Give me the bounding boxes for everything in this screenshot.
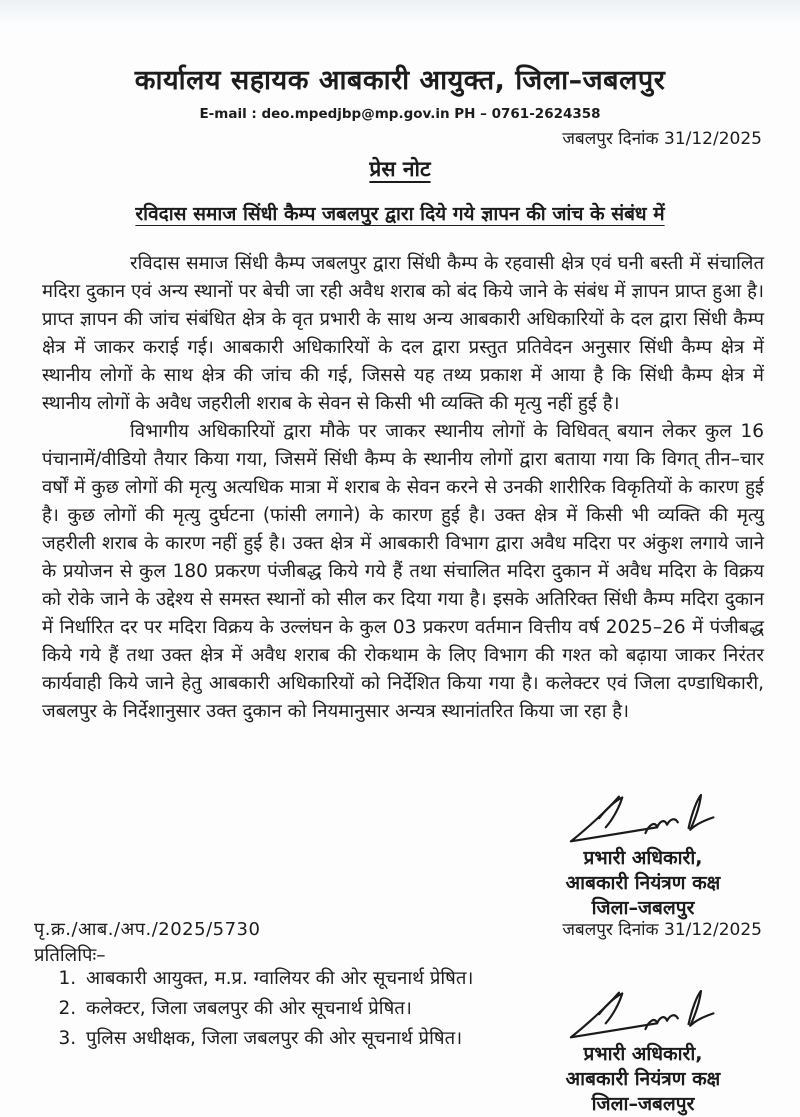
signatory-office: आबकारी नियंत्रण कक्ष	[565, 872, 721, 894]
date-line-top: जबलपुर दिनांक 31/12/2025	[562, 129, 762, 149]
copy-recipient-3: 3. पुलिस अधीक्षक, जिला जबलपुर की ओर सूचनार्थ प्रेषित।	[82, 1024, 473, 1054]
handwritten-signature-icon	[548, 790, 738, 848]
reference-number: पृ.क्र./आब./अप./2025/5730	[34, 919, 261, 940]
handwritten-signature-icon	[548, 986, 738, 1044]
copy-recipient-2: 2. कलेक्टर, जिला जबलपुर की ओर सूचनार्थ प्रेषित।	[82, 994, 473, 1024]
signatory-office: आबकारी नियंत्रण कक्ष	[565, 1068, 721, 1090]
body-text	[42, 250, 764, 726]
paragraph-1: रविदास समाज सिंधी कैम्प जबलपुर द्वारा सिंधी कैम्प के रहवासी क्षेत्र एवं घनी बस्ती में संचालित मदिरा दुकान एवं अन्य स्थानों पर बेची जा रही अवैध शराब को बंद किये जाने के संबंध में ज्ञापन प्राप्त हुआ है। प्राप्त ज्ञापन की जांच संबंधित क्षेत्र के वृत प्रभारी के साथ अन्य आबकारी अधिकारियों के दल द्वारा सिंधी कैम्प क्षेत्र में जाकर कराई गई। आबकारी अधिकारियों के दल द्वारा प्रस्तुत प्रतिवेदन अनुसार सिंधी कैम्प क्षेत्र में स्थानीय लोगों के साथ क्षेत्र की जांच की गई, जिससे यह तथ्य प्रकाश में आया है कि सिंधी कैम्प क्षेत्र में स्थानीय लोगों के अवैध जहरीली शराब के सेवन से किसी भी व्यक्ति की मृत्यु नहीं हुई है।	[42, 253, 764, 414]
signature-block-bottom	[508, 986, 778, 1117]
office-title: कार्यालय सहायक आबकारी आयुक्त, जिला–जबलपुर	[134, 65, 666, 96]
contact-line: E-mail : deo.mpedjbp@mp.gov.in PH – 0761-2624358	[199, 106, 601, 122]
copy-to-label: प्रतिलिपिः–	[34, 945, 106, 966]
signature-block-top	[508, 790, 778, 921]
date-line-bottom: जबलपुर दिनांक 31/12/2025	[562, 920, 762, 940]
subject-line: रविदास समाज सिंधी कैम्प जबलपुर द्वारा दिये गये ज्ञापन की जांच के संबंध में	[135, 203, 665, 225]
copy-recipient-1: 1. आबकारी आयुक्त, म.प्र. ग्वालियर की ओर सूचनार्थ प्रेषित।	[82, 964, 473, 994]
document-type-heading: प्रेस नोट	[369, 157, 431, 181]
signatory-title: प्रभारी अधिकारी,	[583, 847, 703, 869]
copy-recipient-list	[58, 964, 473, 1054]
signatory-title: प्रभारी अधिकारी,	[583, 1043, 703, 1065]
signatory-district: जिला–जबलपुर	[591, 897, 695, 919]
scan-edge-strip	[0, 0, 800, 26]
paragraph-2: विभागीय अधिकारियों द्वारा मौके पर जाकर स्थानीय लोगों के विधिवत् बयान लेकर कुल 16 पंचानामें/वीडियो तैयार किया गया, जिसमें सिंधी कैम्प के स्थानीय लोगों द्वारा बताया गया कि विगत् तीन–चार वर्षों में कुछ लोगों की मृत्यु अत्यधिक मात्रा में शराब के सेवन करने से उनकी शारीरिक विकृतियों के कारण हुई है। कुछ लोगों की मृत्यु दुर्घटना (फांसी लगाने) के कारण हुई है। उक्त क्षेत्र में किसी भी व्यक्ति की मृत्यु जहरीली शराब के कारण नहीं हुई है। उक्त क्षेत्र में आबकारी विभाग द्वारा अवैध मदिरा पर अंकुश लगाये जाने के प्रयोजन से कुल 180 प्रकरण पंजीबद्ध किये गये हैं तथा संचालित मदिरा दुकान में अवैध मदिरा के विक्रय को रोके जाने के उद्देश्य से समस्त स्थानों को सील कर दिया गया है। इसके अतिरिक्त सिंधी कैम्प मदिरा दुकान में निर्धारित दर पर मदिरा विक्रय के उल्लंघन के कुल 03 प्रकरण वर्तमान वित्तीय वर्ष 2025–26 में पंजीबद्ध किये गये हैं तथा उक्त क्षेत्र में अवैध शराब की रोकथाम के लिए विभाग की गश्त को बढ़ाया जाकर निरंतर कार्यवाही किये जाने हेतु आबकारी अधिकारियों को निर्देशित किया गया है। कलेक्टर एवं जिला दण्डाधिकारी, जबलपुर के निर्देशानुसार उक्त दुकान को नियमानुसार अन्यत्र स्थानांतरित किया जा रहा है।	[42, 421, 764, 722]
signatory-district: जिला–जबलपुर	[591, 1093, 695, 1115]
